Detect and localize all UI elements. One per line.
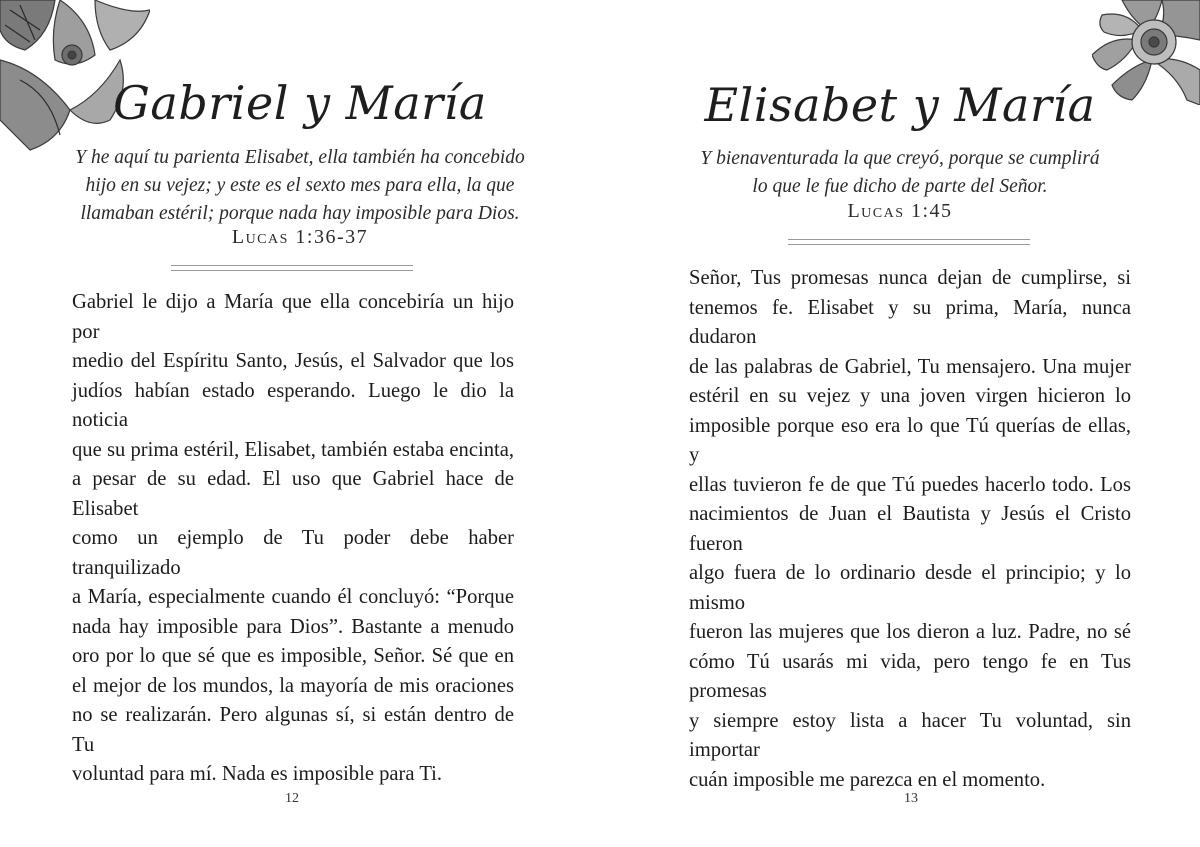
text-line: Gabriel le dijo a María que ella concebiría un hijo por <box>72 291 514 343</box>
text-line: nada hay imposible para Dios”. Bastante a menudo <box>72 615 514 638</box>
verse-line: Y he aquí tu parienta Elisabet, ella también ha concebido <box>75 147 525 168</box>
verse-line: llamaban estéril; porque nada hay imposible para Dios. <box>80 203 520 224</box>
text-line: algo fuera de lo ordinario desde el principio; y lo mismo <box>689 562 1131 614</box>
verse-reference: Lucas 1:36-37 <box>231 226 369 248</box>
devotional-text <box>72 288 514 790</box>
page-number: 13 <box>904 791 918 806</box>
right-page <box>600 0 1200 847</box>
verse-line: Y bienaventurada la que creyó, porque se cumplirá <box>700 148 1100 169</box>
verse-line: lo que le fue dicho de parte del Señor. <box>752 176 1048 197</box>
text-line: y siempre estoy lista a hacer Tu voluntad, sin importar <box>689 709 1131 761</box>
text-line: a María, especialmente cuando él concluyó: “Porque <box>72 586 514 608</box>
text-line: fueron las mujeres que los dieron a luz. Padre, no sé <box>689 621 1131 643</box>
text-line: medio del Espíritu Santo, Jesús, el Salvador que los <box>72 350 514 372</box>
text-line: oro por lo que sé que es imposible, Señor. Sé que en <box>72 645 514 667</box>
text-line: que su prima estéril, Elisabet, también estaba encinta, <box>72 438 514 461</box>
text-line: no se realizarán. Pero algunas sí, si están dentro de Tu <box>72 704 514 756</box>
text-line: a pesar de su edad. El uso que Gabriel hace de Elisabet <box>72 468 514 520</box>
text-line: como un ejemplo de Tu poder debe haber tranquilizado <box>72 527 514 579</box>
page-title: Elisabet y María <box>704 78 1096 132</box>
verse-line: hijo en su vejez; y este es el sexto mes para ella, la que <box>85 175 515 196</box>
page-title: Gabriel y María <box>113 76 487 130</box>
text-line: cómo Tú usarás mi vida, pero tengo fe en Tus promesas <box>689 650 1131 702</box>
page-number: 12 <box>285 791 299 806</box>
bible-verse <box>60 144 540 228</box>
text-line: imposible porque eso era lo que Tú querías de ellas, y <box>689 414 1131 466</box>
text-line: nacimientos de Juan el Bautista y Jesús el Cristo fueron <box>689 503 1131 555</box>
text-line: el mejor de los mundos, la mayoría de mis oraciones <box>72 674 514 697</box>
bible-verse <box>660 145 1140 201</box>
text-line: estéril en su vejez y una joven virgen hicieron lo <box>689 385 1131 407</box>
text-line: cuán imposible me parezca en el momento. <box>689 768 1046 791</box>
divider-rule <box>171 265 413 271</box>
verse-reference: Lucas 1:45 <box>847 200 953 222</box>
text-line: Señor, Tus promesas nunca dejan de cumplirse, si <box>689 267 1131 289</box>
text-line: tenemos fe. Elisabet y su prima, María, nunca dudaron <box>689 296 1131 348</box>
divider-rule <box>788 239 1030 245</box>
devotional-text <box>689 264 1131 795</box>
text-line: voluntad para mí. Nada es imposible para Ti. <box>72 763 443 785</box>
text-line: ellas tuvieron fe de que Tú puedes hacerlo todo. Los <box>689 473 1131 496</box>
text-line: judíos habían estado esperando. Luego le dio la noticia <box>72 379 514 431</box>
text-line: de las palabras de Gabriel, Tu mensajero. Una mujer <box>689 355 1131 378</box>
